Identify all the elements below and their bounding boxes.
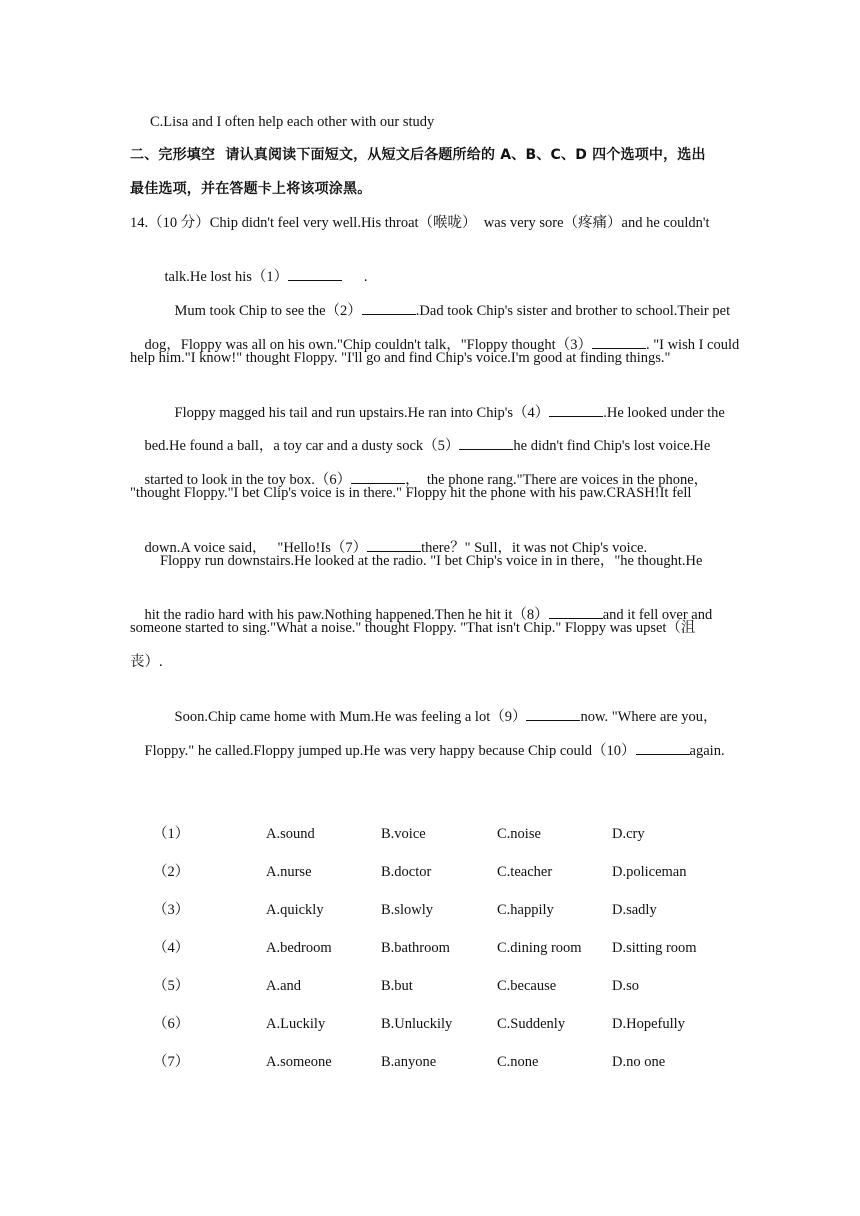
option-c: C.dining room <box>497 940 582 956</box>
option-c: C.because <box>497 978 557 994</box>
option-b: B.bathroom <box>381 940 450 956</box>
answer-blank <box>351 469 405 484</box>
passage-line: "thought Floppy."I bet Clip's voice is in there." Floppy hit the phone with his paw.CRASH!It fell <box>130 485 692 501</box>
question-number: （3） <box>153 902 190 918</box>
answer-blank <box>592 334 646 349</box>
question-number: （6） <box>153 1016 190 1032</box>
answer-blank <box>549 604 603 619</box>
option-d: D.sitting room <box>612 940 697 956</box>
option-b: B.slowly <box>381 902 433 918</box>
question-number: （4） <box>153 940 190 956</box>
passage-line: talk.He lost his（1） . <box>150 246 368 307</box>
option-a: A.someone <box>266 1054 332 1070</box>
option-row <box>0 823 860 845</box>
option-a: A.quickly <box>266 902 324 918</box>
answer-blank <box>288 266 342 281</box>
option-d: D.so <box>612 978 639 994</box>
passage-line: someone started to sing."What a noise." thought Floppy. "That isn't Chip." Floppy was upset（沮 <box>130 620 696 636</box>
option-b: B.anyone <box>381 1054 437 1070</box>
question-number: （1） <box>153 826 190 842</box>
passage-line: bed.He found a ball，a toy car and a dusty sock（5） he didn't find Chip's lost voice.He <box>130 415 710 476</box>
previous-option-c: C.Lisa and I often help each other with our study <box>150 114 435 130</box>
passage-line: Mum took Chip to see the（2） .Dad took Chip's sister and brother to school.Their pet <box>160 280 730 341</box>
option-row <box>0 899 860 921</box>
passage-line: down.A voice said， "Hello!Is（7） there？" Sull，it was not Chip's voice. <box>130 517 647 578</box>
passage-line: dog，Floppy was all on his own."Chip couldn't talk，"Floppy thought（3） . "I wish I could <box>130 314 739 375</box>
option-a: A.bedroom <box>266 940 332 956</box>
option-c: C.teacher <box>497 864 553 880</box>
passage-line: started to look in the toy box.（6） ， the phone rang."There are voices in the phone， <box>130 449 708 510</box>
option-row <box>0 937 860 959</box>
option-a: A.Luckily <box>266 1016 326 1032</box>
passage-line: Floppy magged his tail and run upstairs.He ran into Chip's（4） .He looked under the <box>160 382 725 443</box>
passage-line: Floppy." he called.Floppy jumped up.He was very happy because Chip could（10） again. <box>130 720 725 781</box>
passage-line: help him."I know!" thought Floppy. "I'll go and find Chip's voice.I'm good at finding things." <box>130 350 671 366</box>
option-b: B.doctor <box>381 864 432 880</box>
answer-blank <box>362 300 416 315</box>
option-c: C.noise <box>497 826 541 842</box>
option-row <box>0 1051 860 1073</box>
option-row <box>0 975 860 997</box>
passage-line: 14.（10 分）Chip didn't feel very well.His throat（喉咙） was very sore（疼痛）and he couldn't <box>130 215 710 231</box>
option-row <box>0 1013 860 1035</box>
passage-line: hit the radio hard with his paw.Nothing happened.Then he hit it（8） and it fell over and <box>130 584 712 645</box>
option-b: B.voice <box>381 826 426 842</box>
option-a: A.and <box>266 978 302 994</box>
option-d: D.sadly <box>612 902 657 918</box>
answer-blank <box>367 537 421 552</box>
option-b: B.Unluckily <box>381 1016 453 1032</box>
option-c: C.none <box>497 1054 539 1070</box>
option-b: B.but <box>381 978 413 994</box>
question-number: （5） <box>153 978 190 994</box>
option-row <box>0 861 860 883</box>
passage-line: 丧）. <box>130 654 163 670</box>
answer-blank <box>636 740 690 755</box>
option-d: D.policeman <box>612 864 687 880</box>
section-heading-line-2: 最佳选项，并在答题卡上将该项涂黑。 <box>130 181 372 197</box>
option-d: D.cry <box>612 826 645 842</box>
option-a: A.sound <box>266 826 315 842</box>
option-d: D.no one <box>612 1054 666 1070</box>
option-d: D.Hopefully <box>612 1016 685 1032</box>
option-c: C.happily <box>497 902 554 918</box>
passage-line: Floppy run downstairs.He looked at the radio. "I bet Chip's voice in in there，"he thought.He <box>160 553 703 569</box>
option-a: A.nurse <box>266 864 312 880</box>
passage-line: Soon.Chip came home with Mum.He was feeling a lot（9） now. "Where are you， <box>160 686 718 747</box>
answer-blank <box>526 706 580 721</box>
option-c: C.Suddenly <box>497 1016 566 1032</box>
answer-blank <box>459 435 513 450</box>
section-heading-line-1: 二、完形填空 请认真阅读下面短文，从短文后各题所给的 A、B、C、D 四个选项中，选出 <box>130 147 706 163</box>
question-number: （2） <box>153 864 190 880</box>
question-number: （7） <box>153 1054 190 1070</box>
